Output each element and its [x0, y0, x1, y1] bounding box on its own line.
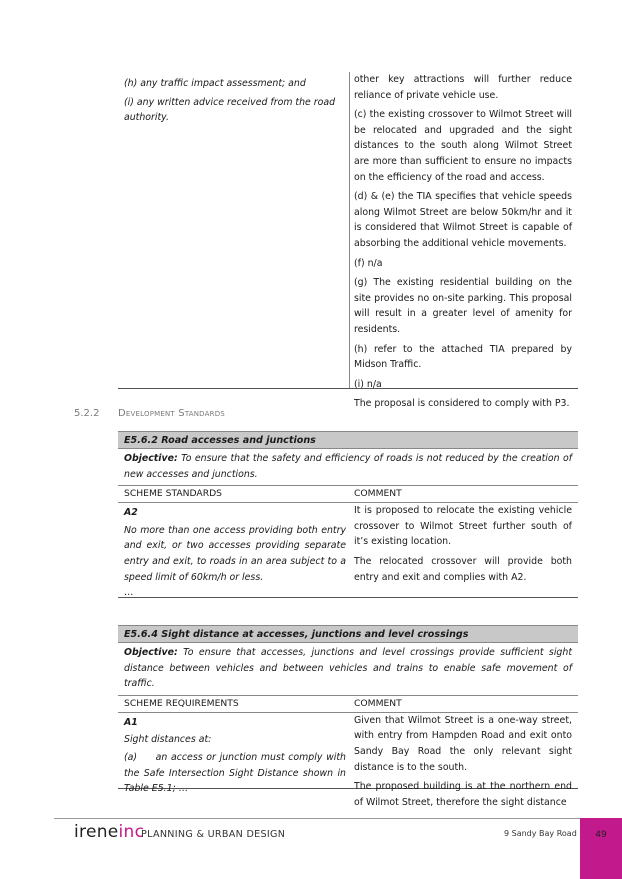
company-tagline: PLANNING & URBAN DESIGN: [141, 829, 286, 840]
standard-title: A2: [124, 507, 138, 519]
column-header-comment: COMMENT: [354, 488, 402, 500]
standard-table-road-accesses: [118, 431, 578, 598]
requirement-subtitle: Sight distances at:: [124, 734, 212, 746]
objective-text: To ensure that accesses, junctions and level crossings provide sufficient sight distance between vehicles and between vehicles and trains to enable safe movement of traffic.: [124, 647, 572, 690]
column-header-row: [118, 486, 578, 503]
standard-cell: [124, 505, 346, 601]
comment-paragraph: (i) n/a: [354, 378, 382, 390]
logo-inc: inc: [118, 822, 145, 842]
comment-paragraph: (h) refer to the attached TIA prepared by Midson Traffic.: [354, 343, 572, 371]
table-heading: E5.6.2 Road accesses and junctions: [118, 431, 578, 449]
page-number: 49: [595, 830, 607, 840]
column-header-comment: COMMENT: [354, 697, 402, 709]
column-header-row: [118, 696, 578, 713]
comment-paragraph: (f) n/a: [354, 257, 383, 269]
column-divider: [349, 72, 350, 388]
ellipsis: …: [124, 587, 134, 599]
table-heading: E5.6.4 Sight distance at accesses, junctions and level crossings: [118, 625, 578, 643]
objective: [118, 449, 578, 486]
requirement-cell: [124, 715, 349, 797]
table-row: [118, 503, 578, 600]
requirement-text: (a) an access or junction must comply with the Safe Intersection Sight Distance shown in Table E5.1; …: [124, 751, 349, 795]
section-title: Development Standards: [118, 408, 225, 419]
objective: [118, 643, 578, 696]
comment-paragraph: The proposed building is at the northern end of Wilmot Street, therefore the sight distance: [354, 781, 572, 808]
comment-paragraph: (g) The existing residential building on the site provides no on-site parking. This proposal will result in a greater level of amenity for residents.: [354, 277, 572, 335]
standard-text: No more than one access providing both entry and exit, or two accesses providing separate entry and exit, to roads in an area subject to a speed limit of 60km/h or less.: [124, 524, 346, 583]
comment-paragraph: (c) the existing crossover to Wilmot Street will be relocated and upgraded and the sight distances to the south along Wilmot Street are more than sufficient to ensure no impacts on the efficiency of the road and access.: [354, 109, 572, 183]
comment-paragraph: It is proposed to relocate the existing vehicle crossover to Wilmot Street further south of it’s existing location.: [354, 505, 572, 548]
criteria-item: (i) any written advice received from the road authority.: [124, 96, 336, 124]
section-heading: [74, 408, 225, 419]
standard-table-sight-distance: [118, 625, 578, 808]
logo-irene: irene: [74, 822, 119, 842]
requirement-title: A1: [124, 716, 138, 728]
objective-label: Objective:: [124, 647, 178, 658]
comment-cell: [354, 713, 572, 811]
comment-column: [354, 72, 572, 412]
footer-divider: [54, 818, 580, 819]
comment-paragraph: Given that Wilmot Street is a one-way street, with entry from Hampden Road and exit onto Sandy Bay Road the only relevant sight distance is to the south.: [354, 714, 572, 773]
project-name: 9 Sandy Bay Road: [504, 829, 577, 838]
page-number-box: [580, 818, 622, 879]
column-header-requirements: SCHEME REQUIREMENTS: [124, 697, 239, 709]
continuation-table: [118, 72, 578, 410]
criteria-list: [124, 76, 346, 126]
comment-cell: [354, 503, 572, 585]
criteria-item: (h) any traffic impact assessment; and: [124, 78, 306, 89]
comment-paragraph: The relocated crossover will provide both entry and exit and complies with A2.: [354, 555, 572, 583]
section-number: 5.2.2: [74, 408, 100, 419]
objective-label: Objective:: [124, 453, 178, 464]
comment-paragraph: The proposal is considered to comply with P3.: [354, 398, 570, 410]
objective-text: To ensure that the safety and efficiency of roads is not reduced by the creation of new accesses and junctions.: [124, 453, 572, 480]
table-row: [118, 713, 578, 808]
column-header-standards: SCHEME STANDARDS: [124, 488, 222, 500]
comment-paragraph: other key attractions will further reduce reliance of private vehicle use.: [354, 74, 572, 101]
company-logo: [74, 822, 144, 842]
comment-paragraph: (d) & (e) the TIA specifies that vehicle speeds along Wilmot Street are below 50km/hr and it is considered that Wilmot Street is capable of absorbing the additional vehicle movements.: [354, 191, 572, 249]
